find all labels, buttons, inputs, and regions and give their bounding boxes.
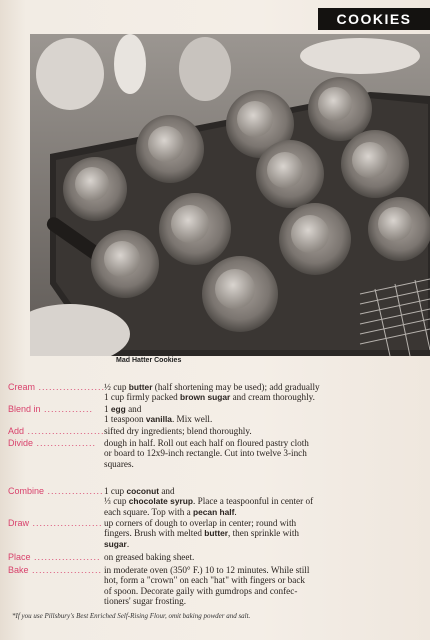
text-run: fingers. Brush with melted (104, 528, 205, 539)
step-text (104, 518, 420, 549)
text-run: 1 (104, 404, 111, 414)
cookies-photo-image (30, 34, 430, 356)
step-text-line (104, 528, 420, 538)
ingredient-name: coconut (126, 486, 160, 496)
text-run: and cream thoroughly. (230, 392, 315, 403)
text-run: ⅓ cup (104, 496, 129, 507)
dot-leader: ................. (33, 438, 97, 448)
ingredient-name: brown sugar (180, 392, 231, 403)
section-header (318, 8, 430, 30)
step-text (104, 552, 420, 562)
step-text-line (104, 414, 420, 424)
dot-leader: .............. (40, 404, 94, 414)
text-run: each square. Top with a (104, 506, 193, 517)
step-verb-label: Draw (8, 518, 30, 528)
step-text-line (104, 507, 420, 517)
step-verb (8, 404, 93, 414)
step-verb-label: Bake (8, 565, 29, 575)
step-text-line (104, 392, 420, 402)
text-run: and (125, 404, 142, 414)
dot-leader: .................... (29, 518, 103, 528)
step-verb (8, 438, 96, 448)
text-run: of spoon. Decorate gaily with gumdrops and confec- (104, 585, 298, 596)
text-run: squares. (104, 458, 134, 469)
text-run: in moderate oven (350° F.) 10 to 12 minutes. While still (104, 565, 310, 575)
dot-leader: ................... (30, 552, 101, 562)
text-run: and (159, 486, 175, 496)
dot-leader: ...................... (24, 426, 105, 436)
footnote: *If you use Pillsbury's Best Enriched Self-Rising Flour, omit baking powder and salt. (12, 612, 251, 620)
step-verb (8, 565, 102, 575)
step-text (104, 565, 420, 606)
step-text-line (104, 496, 420, 506)
text-run: dough in half. Roll out each half on floured pastry cloth (104, 438, 309, 448)
dot-leader: ................ (44, 486, 104, 496)
ingredient-name: pecan half (193, 506, 235, 517)
step-verb (8, 426, 105, 436)
step-text-line (104, 382, 420, 392)
step-text-line (104, 438, 420, 448)
dot-leader: ................... (35, 382, 106, 392)
text-run: 1 cup firmly packed (104, 392, 181, 403)
step-text (104, 404, 420, 425)
step-verb (8, 382, 105, 392)
step-text-line (104, 448, 420, 458)
ingredient-name: butter (204, 528, 229, 539)
step-text-line (104, 459, 420, 469)
ingredient-name: egg (110, 404, 126, 414)
step-text (104, 438, 420, 469)
ingredient-name: vanilla (145, 414, 172, 425)
step-verb-label: Cream (8, 382, 36, 392)
step-verb (8, 518, 103, 528)
step-text-line (104, 565, 420, 575)
text-run: hot, form a "crown" on each "hat" with fingers or back (104, 575, 305, 586)
ingredient-name: butter (128, 382, 153, 392)
section-title: COOKIES (336, 11, 412, 27)
recipe-photo (30, 34, 430, 356)
step-verb (8, 486, 104, 496)
step-text (104, 382, 420, 403)
text-run: . (234, 506, 237, 517)
step-text-line (104, 426, 420, 436)
text-run: up corners of dough to overlap in center; round with (104, 518, 297, 528)
step-text-line (104, 552, 420, 562)
text-run: . Place a teaspoonful in center of (192, 496, 314, 507)
text-run: (half shortening may be used); add gradually (152, 382, 320, 392)
step-verb-label: Blend in (8, 404, 41, 414)
text-run: . (126, 538, 130, 549)
step-verb-label: Place (8, 552, 31, 562)
step-text-line (104, 539, 420, 549)
step-text-line (104, 486, 420, 496)
text-run: 1 teaspoon (104, 414, 146, 425)
step-verb-label: Add (8, 426, 25, 436)
text-run: 1 cup (104, 486, 127, 496)
photo-caption: Mad Hatter Cookies (116, 357, 182, 364)
step-text-line (104, 518, 420, 528)
step-text-line (104, 586, 420, 596)
step-text (104, 426, 420, 436)
text-run: ½ cup (104, 382, 129, 392)
dot-leader: .................... (28, 565, 103, 575)
step-text-line (104, 575, 420, 585)
text-run: tioners' sugar frosting. (104, 595, 187, 606)
text-run: , then sprinkle with (228, 528, 299, 539)
text-run: or board to 12x9-inch rectangle. Cut into twelve 3-inch (104, 448, 307, 459)
text-run: on greased baking sheet. (104, 552, 195, 562)
step-text-line (104, 404, 420, 414)
text-run: . Mix well. (171, 414, 213, 425)
step-verb-label: Combine (8, 486, 45, 496)
step-verb-label: Divide (8, 438, 34, 448)
step-text-line (104, 596, 420, 606)
ingredient-name: chocolate syrup (128, 496, 193, 507)
ingredient-name: sugar (104, 538, 127, 549)
step-verb (8, 552, 101, 562)
step-text (104, 486, 420, 517)
text-run: sifted dry ingredients; blend thoroughly. (104, 426, 252, 436)
